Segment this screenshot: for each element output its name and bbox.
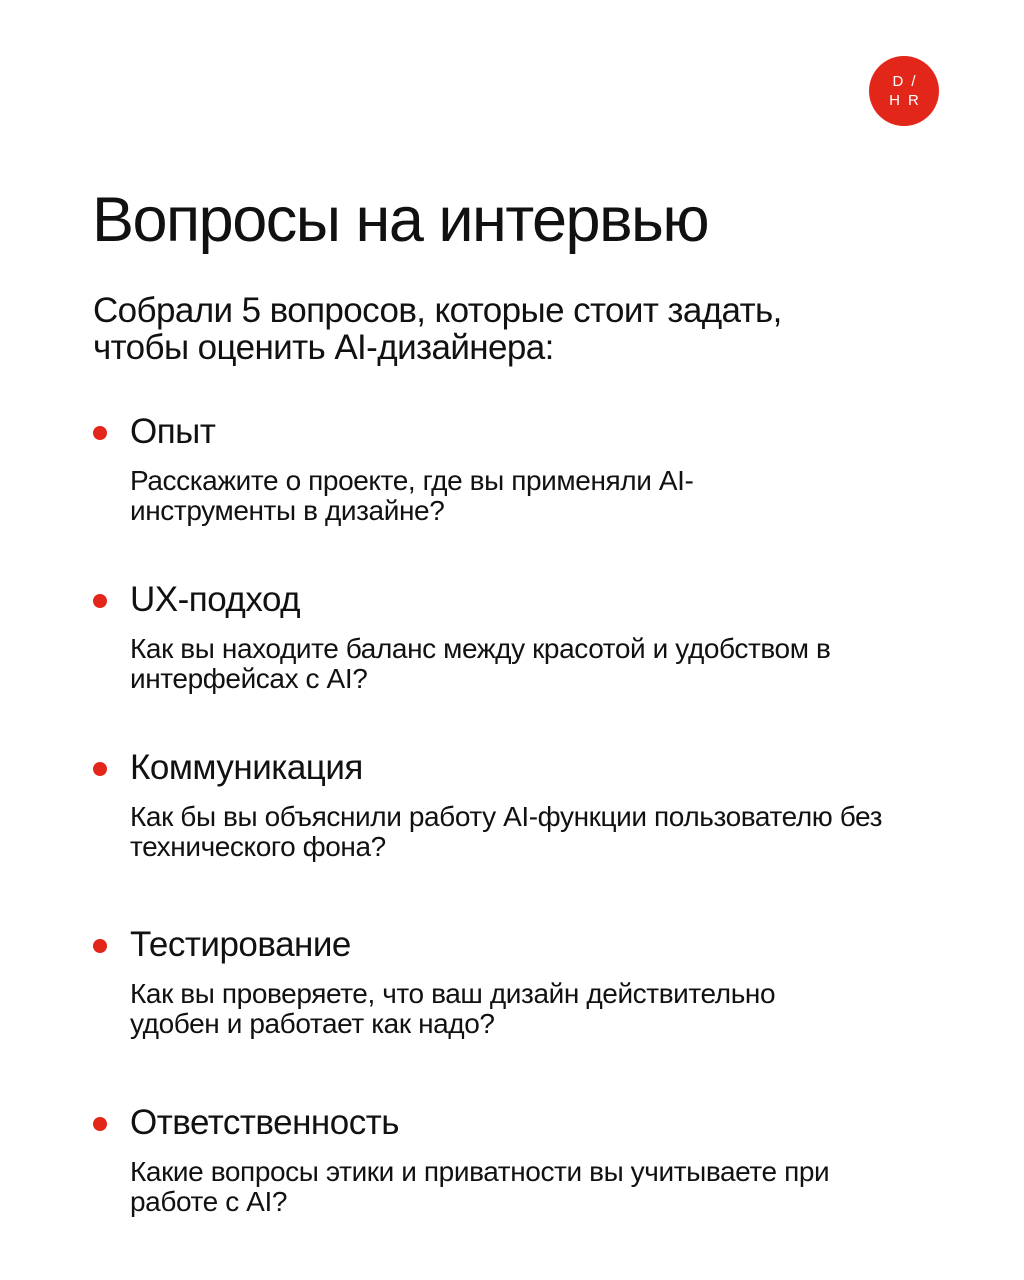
bullet-icon [93, 1117, 107, 1131]
logo-line-1: D/ [892, 73, 924, 90]
item-heading: Ответственность [130, 1103, 399, 1142]
item-text: Как вы проверяете, что ваш дизайн действительно удобен и работает как надо? [130, 978, 776, 1039]
item-heading: Опыт [130, 412, 216, 451]
brand-logo [869, 56, 939, 126]
bullet-icon [93, 426, 107, 440]
item-text: Расскажите о проекте, где вы применяли AI-инструменты в дизайне? [130, 465, 694, 526]
item-heading: Тестирование [130, 925, 351, 964]
logo-line-2: HR [889, 92, 927, 109]
item-text: Как вы находите баланс между красотой и удобством в интерфейсах с AI? [130, 633, 831, 694]
bullet-icon [93, 762, 107, 776]
bullet-icon [93, 594, 107, 608]
subtitle: Собрали 5 вопросов, которые стоит задать, чтобы оценить AI-дизайнера: [93, 291, 782, 367]
item-text: Какие вопросы этики и приватности вы учитываете при работе с AI? [130, 1156, 830, 1217]
item-text: Как бы вы объяснили работу AI-функции пользователю без технического фона? [130, 801, 883, 862]
page-title: Вопросы на интервью [92, 185, 709, 255]
item-heading: UX-подход [130, 580, 301, 619]
item-heading: Коммуникация [130, 748, 363, 787]
bullet-icon [93, 939, 107, 953]
